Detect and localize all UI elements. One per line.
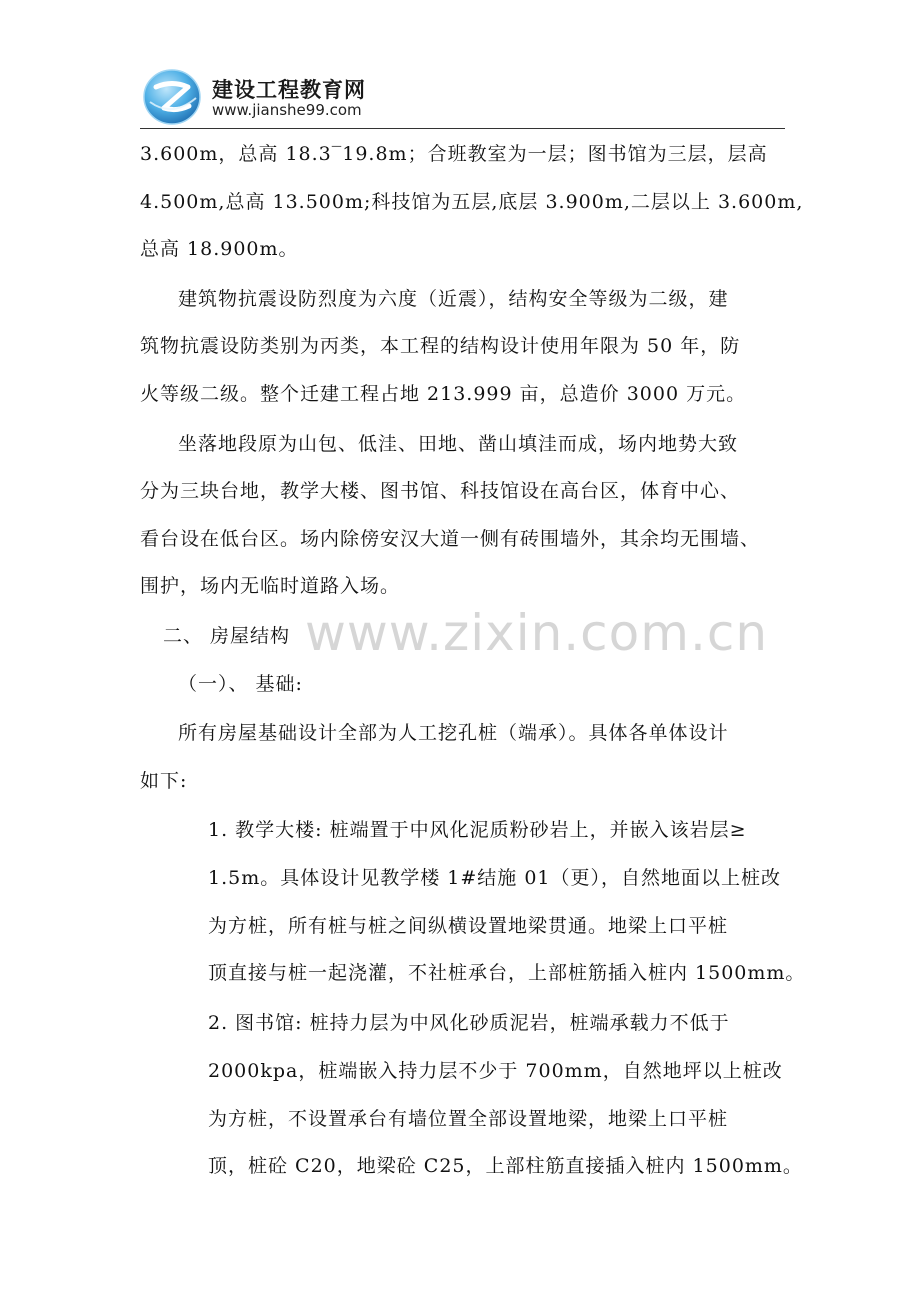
body-line: 筑物抗震设防类别为丙类，本工程的结构设计使用年限为 50 年，防: [140, 335, 741, 357]
subsection-heading: （一）、 基础:: [178, 673, 303, 695]
body-line: 总高 18.900m。: [140, 238, 299, 260]
jianshe-logo-icon: [142, 68, 202, 126]
section-heading: 二、 房屋结构: [163, 625, 291, 647]
watermark: www.zixin.com.cn: [305, 604, 769, 662]
list-item-line: 2. 图书馆: 桩持力层为中风化砂质泥岩，桩端承载力不低于: [208, 1012, 730, 1034]
site-url: www.jianshe99.com: [212, 101, 362, 119]
body-line: 围护，场内无临时道路入场。: [140, 575, 401, 597]
body-line: 建筑物抗震设防烈度为六度（近震），结构安全等级为二级，建: [178, 288, 729, 310]
list-item-line: 顶直接与桩一起浇灌，不社桩承台，上部桩筋插入桩内 1500mm。: [208, 962, 806, 984]
body-line: 3.600m，总高 18.3‾19.8m；合班教室为一层；图书馆为三层，层高: [140, 143, 768, 165]
body-line: 所有房屋基础设计全部为人工挖孔桩（端承）。具体各单体设计: [178, 722, 729, 744]
header-divider: [140, 128, 785, 129]
body-line: 火等级二级。整个迁建工程占地 213.999 亩，总造价 3000 万元。: [140, 383, 747, 405]
list-item-line: 1.5m。具体设计见教学楼 1#结施 01（更），自然地面以上桩改: [208, 867, 781, 889]
body-line: 坐落地段原为山包、低洼、田地、凿山填洼而成，场内地势大致: [178, 433, 739, 455]
body-line: 分为三块台地，教学大楼、图书馆、科技馆设在高台区，体育中心、: [140, 480, 741, 502]
list-item-line: 1. 教学大楼: 桩端置于中风化泥质粉砂岩上，并嵌入该岩层≥: [208, 819, 747, 841]
site-header: [140, 66, 785, 128]
list-item-line: 为方桩，所有桩与桩之间纵横设置地梁贯通。地梁上口平桩: [208, 915, 729, 937]
body-line: 如下:: [140, 770, 188, 792]
list-item-line: 顶，桩砼 C20，地梁砼 C25，上部柱筋直接插入桩内 1500mm。: [208, 1155, 803, 1177]
body-line: 4.500m,总高 13.500m;科技馆为五层,底层 3.900m,二层以上 3.600m,: [140, 191, 804, 213]
list-item-line: 为方桩，不设置承台有墙位置全部设置地梁，地梁上口平桩: [208, 1108, 729, 1130]
body-line: 看台设在低台区。场内除傍安汉大道一侧有砖围墙外，其余均无围墙、: [140, 528, 761, 550]
site-title: 建设工程教育网: [212, 78, 366, 102]
list-item-line: 2000kpa，桩端嵌入持力层不少于 700mm，自然地坪以上桩改: [208, 1060, 783, 1082]
